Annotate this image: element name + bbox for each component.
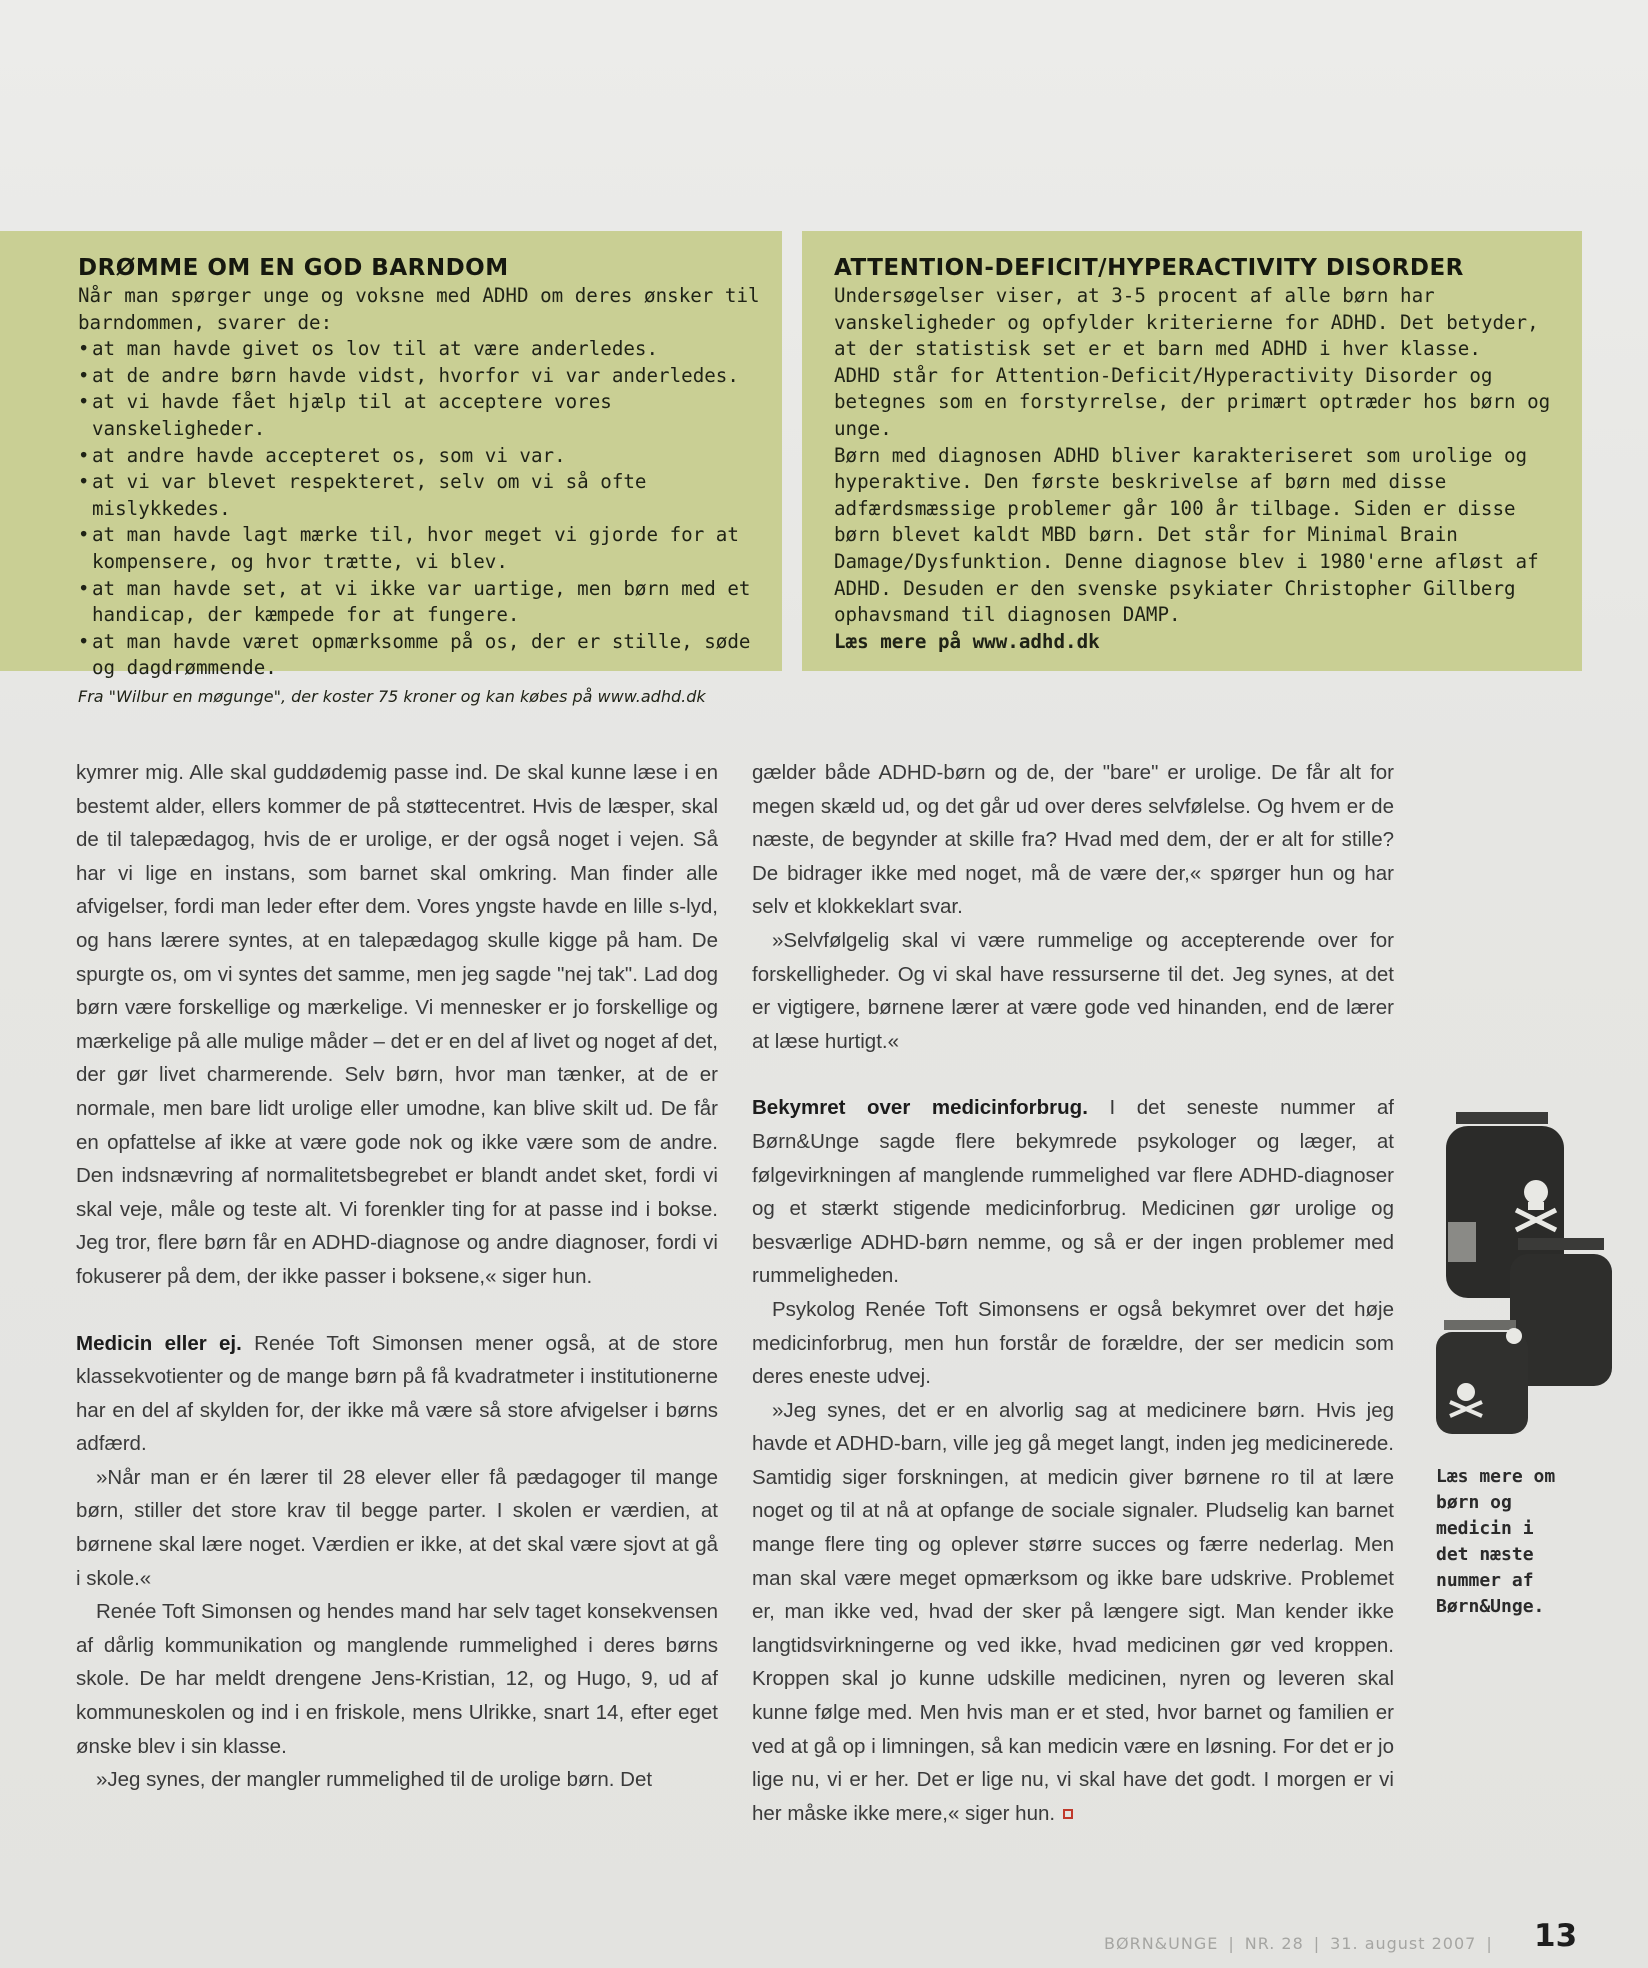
box-paragraph: ADHD står for Attention-Deficit/Hyperactivity Disorder og betegnes som en forstyrrelse, der primært optræder hos børn og unge. — [834, 363, 1551, 440]
section-lead: Bekymret over medicinforbrug. — [752, 1096, 1088, 1120]
info-box-dreams — [0, 231, 782, 706]
article-paragraph: kymrer mig. Alle skal guddødemig passe ind. De skal kunne læse i en bestemt alder, ellers kommer de på støttecentret. Hvis de læsper, skal de til talepædagog, hvis de er urolige, er der også noget i vejen. Så har vi lige en instans, som barnet skal omkring. Man finder alle afvigelser, fordi man leder efter dem. Vores yngste havde en lille s-lyd, og hans lærere syntes, at en talepædagog skulle kigge på ham. De spurgte os, om vi syntes det samme, men jeg sagde "nej tak". Lad dog børn være forskellige og mærkelige. Vi mennesker er jo forskellige og mærkelige på alle mulige måder – det er en del af livet og noget af det, der gør livet charmerende. Selv børn, hvor man tænker, at de er normale, men bare lidt urolige eller umodne, kan blive skilt ud. De får en opfattelse af ikke at være gode nok og ikke være som de andre. Den indsnævring af normalitetsbegrebet er blandt andet sket, fordi vi skal veje, måle og teste alt. Vi forenkler ting for at passe ind i bokse. Jeg tror, flere børn får en ADHD-diagnose og andre diagnoser, fordi vi fokuserer på dem, der ikke passer i boksene,« siger hun. — [76, 761, 718, 1288]
section-lead: Medicin eller ej. — [76, 1331, 242, 1355]
magazine-name: BØRN&UNGE — [1104, 1934, 1219, 1953]
article-paragraph: Psykolog Renée Toft Simonsens er også bekymret over det høje medicinforbrug, men hun forstår de forældre, der ser medicin som deres eneste udvej. — [752, 1297, 1394, 1389]
list-item: • at man havde set, at vi ikke var uartige, men børn med et handicap, der kæmpede for at fungere. — [78, 576, 762, 629]
end-mark-icon — [1063, 1809, 1073, 1819]
page-number: 13 — [1534, 1918, 1578, 1954]
read-more-link[interactable]: Læs mere på www.adhd.dk — [834, 629, 1100, 653]
box-source: Fra "Wilbur en møgunge", der koster 75 kroner og kan købes på www.adhd.dk — [78, 686, 706, 706]
article-paragraph: Medicin eller ej. Renée Toft Simonsen mener også, at de store klassekvotienter og de mange børn på få kvadratmeter i institutionerne har en del af skylden for, der ikke må være så store afvigelser i børns adfærd. — [76, 1331, 718, 1456]
bottle-small-icon — [1436, 1320, 1528, 1434]
article-paragraph: gælder både ADHD-børn og de, der "bare" er urolige. De får alt for megen skæld ud, og det går ud over deres selvfølelse. Og hvem er de næste, de begynder at skille fra? Hvad med dem, der er alt for stille? De bidrager ikke med noget, må de være der,« spørger hun og har selv et klokkeklart svar. — [752, 761, 1394, 919]
issue-date: 31. august 2007 — [1330, 1934, 1477, 1953]
list-item: • at man havde givet os lov til at være anderledes. — [78, 336, 762, 363]
info-box-adhd — [802, 231, 1582, 671]
list-item: • at andre havde accepteret os, som vi var. — [78, 443, 762, 470]
medicine-bottles-illustration — [1436, 1112, 1614, 1434]
page-footer: BØRN&UNGE | NR. 28 | 31. august 2007 | — [1104, 1934, 1493, 1953]
article-paragraph: »Når man er én lærer til 28 elever eller få pædagoger til mange børn, stiller det store krav til begge parter. I skolen er værdien, at børnene skal lære noget. Værdien er ikke, at det skal være sjovt at gå i skole.« — [76, 1465, 718, 1590]
list-item: • at man havde været opmærksomme på os, der er stille, søde og dagdrømmende. — [78, 629, 762, 682]
box-paragraph: Undersøgelser viser, at 3-5 procent af alle børn har vanskeligheder og opfylder kriterierne for ADHD. Det betyder, at der statistisk set er et barn med ADHD i hver klasse. — [834, 284, 1539, 361]
article-paragraph: »Selvfølgelig skal vi være rummelige og accepterende over for forskelligheder. Og vi skal have ressurserne til det. Jeg synes, at det er vigtigere, børnene lærer at være gode ved hinanden, end de lærer at læse hurtigt.« — [752, 928, 1394, 1053]
box-paragraph: Børn med diagnosen ADHD bliver karakteriseret som urolige og hyperaktive. Den første beskrivelse af børn med disse adfærdsmæssige problemer går 100 år tilbage. Siden er disse børn blevet kaldt MBD børn. Det står for Minimal Brain Damage/Dysfunktion. Denne diagnose blev i 1980'erne afløst af ADHD. Desuden er den svenske psykiater Christopher Gillberg ophavsmand til diagnosen DAMP. — [834, 443, 1539, 627]
article-paragraph: Renée Toft Simonsen og hendes mand har selv taget konsekvensen af dårlig kommunikation og manglende rummelighed i deres børns skole. De har meldt drengene Jens-Kristian, 12, og Hugo, 9, ud af kommuneskolen og ind i en friskole, mens Ulrikke, snart 14, efter eget ønske blev i sin klasse. — [76, 1600, 718, 1758]
article-paragraph: »Jeg synes, der mangler rummelighed til de urolige børn. Det — [96, 1768, 653, 1792]
article-paragraph: »Jeg synes, det er en alvorlig sag at medicinere børn. Hvis jeg havde et ADHD-barn, ville jeg gå meget langt, inden jeg medicinerede. Samtidig siger forskningen, at medicin giver børnene ro til at lære noget og til at nå at opfange de sociale signaler. Pludselig kan barnet mange flere ting og oplever større succes og færre nederlag. Men man skal være meget opmærksom og ikke bare udskrive. Problemet er, man ikke ved, hvad der sker på længere sigt. Man kender ikke langtidsvirkningerne og ved ikke, hvad medicinen gør ved kroppen. Kroppen skal jo kunne udskille medicinen, nyren og leveren skal kunne følge med. Men hvis man er et sted, hvor barnet og familien er ved at gå op i limningen, så kan medicin være en løsning. For det er jo lige nu, vi er her. Det er lige nu, vi skal have det godt. I morgen er vi her måske ikke mere,« siger hun. — [752, 1398, 1394, 1825]
box-title: ATTENTION-DEFICIT/HYPERACTIVITY DISORDER — [834, 255, 1464, 281]
box-intro: Når man spørger unge og voksne med ADHD om deres ønsker til barndommen, svarer de: — [78, 284, 760, 334]
article-column-left — [76, 756, 718, 1797]
list-item: • at man havde lagt mærke til, hvor meget vi gjorde for at kompensere, og hvor trætte, vi blev. — [78, 522, 762, 575]
side-caption: Læs mere om børn og medicin i det næste nummer af Børn&Unge. — [1436, 1466, 1556, 1617]
list-item: • at vi havde fået hjælp til at acceptere vores vanskeligheder. — [78, 389, 762, 442]
wish-list — [78, 336, 762, 682]
list-item: • at de andre børn havde vidst, hvorfor vi var anderledes. — [78, 363, 762, 390]
issue-number: NR. 28 — [1244, 1934, 1304, 1953]
article-paragraph: Bekymret over medicinforbrug. I det seneste nummer af Børn&Unge sagde flere bekymrede psykologer og læger, at følgevirkningen af manglende rummelighed var flere ADHD-diagnoser og et stærkt stigende medicinforbrug. Medicinen gør urolige og besværlige ADHD-børn nemme, og så er der ingen problemer med rummeligheden. — [752, 1096, 1394, 1288]
article-column-right — [752, 756, 1394, 1830]
list-item: • at vi var blevet respekteret, selv om vi så ofte mislykkedes. — [78, 469, 762, 522]
box-title: DRØMME OM EN GOD BARNDOM — [78, 255, 509, 281]
